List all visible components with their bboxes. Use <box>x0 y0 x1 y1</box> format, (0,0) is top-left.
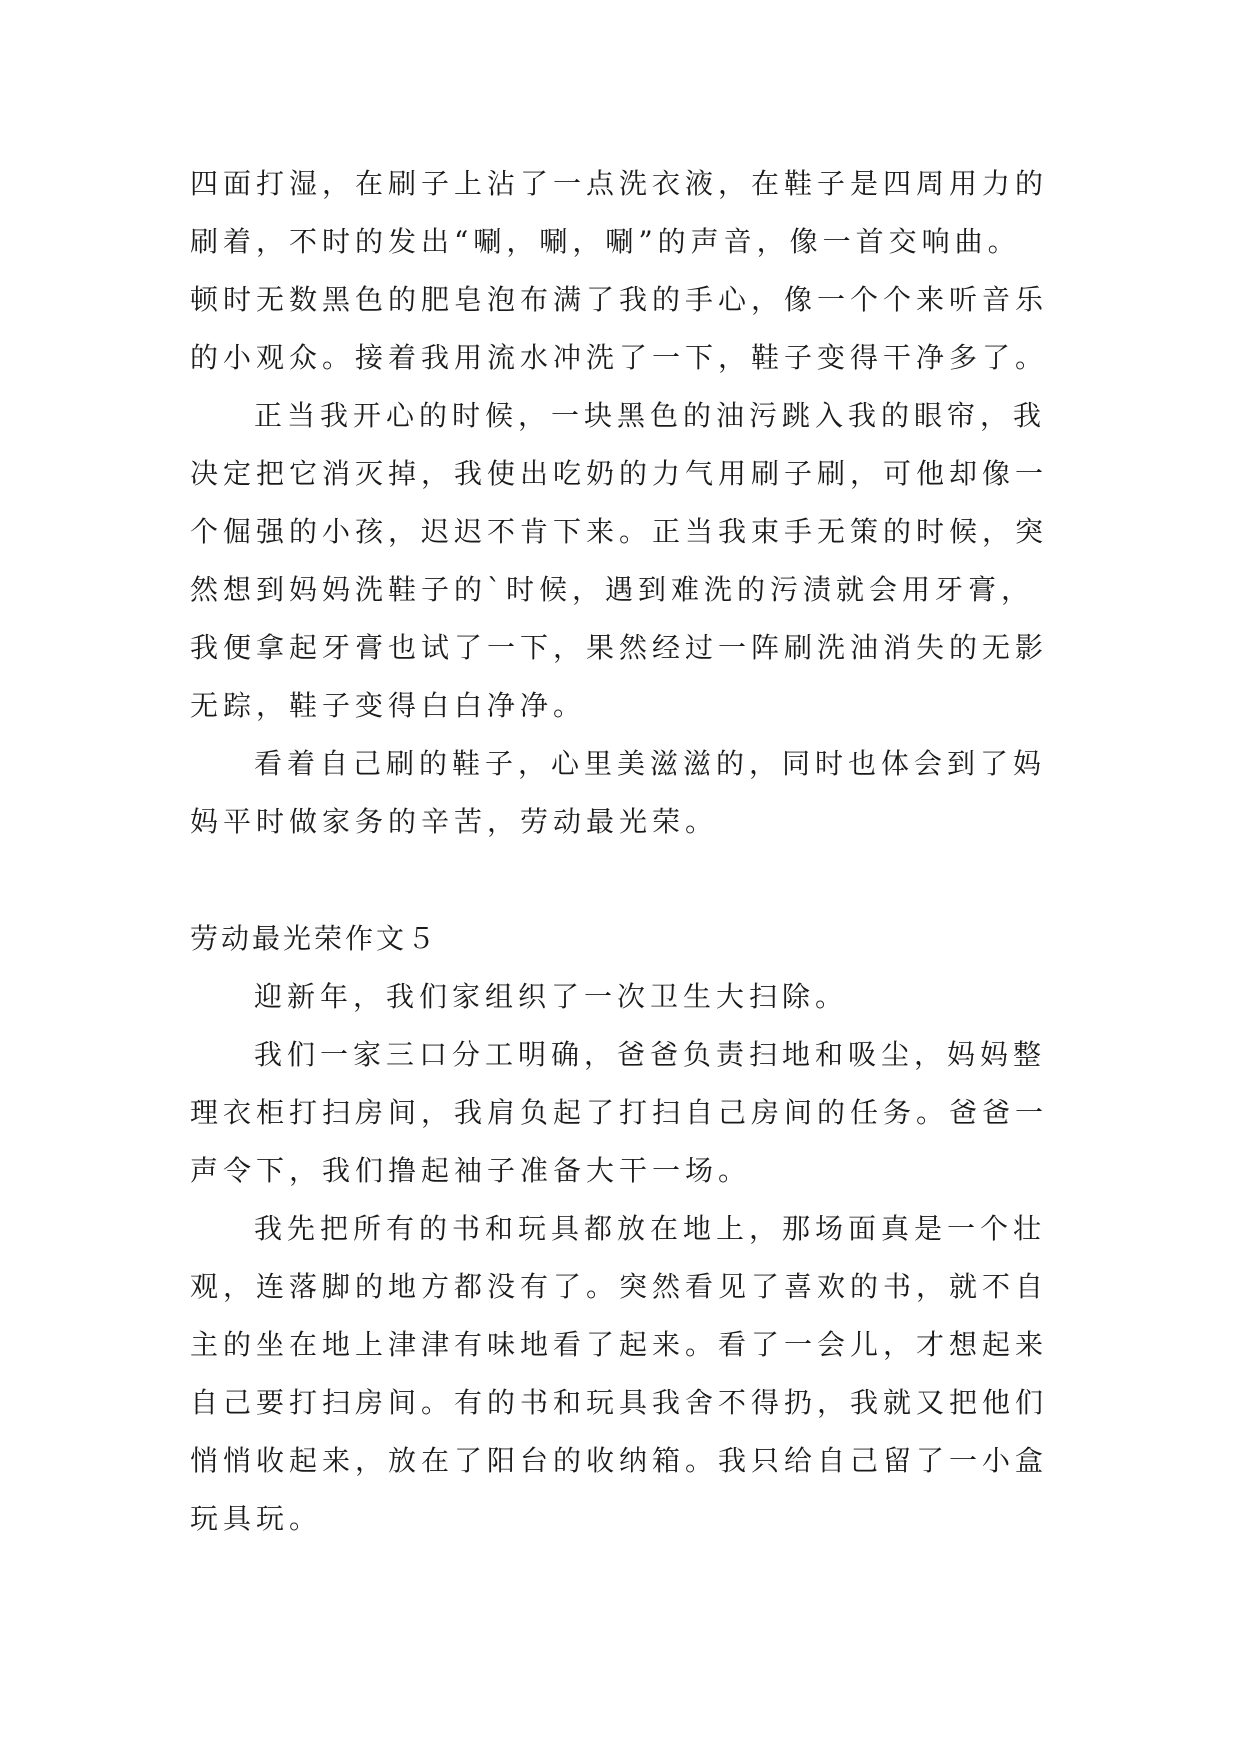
paragraph-line: 理衣柜打扫房间，我肩负起了打扫自己房间的任务。爸爸一 <box>190 1096 1049 1129</box>
paragraph-line: 我们一家三口分工明确，爸爸负责扫地和吸尘，妈妈整 <box>254 1038 1047 1071</box>
paragraph-line: 刷着，不时的发出“唰，唰，唰”的声音，像一首交响曲。 <box>190 225 1021 258</box>
paragraph-line: 然想到妈妈洗鞋子的`时候，遇到难洗的污渍就会用牙膏， <box>190 573 1035 606</box>
paragraph-line: 四面打湿，在刷子上沾了一点洗衣液，在鞋子是四周用力的 <box>190 167 1049 200</box>
section-heading: 劳动最光荣作文５ <box>190 922 439 955</box>
paragraph-line: 主的坐在地上津津有味地看了起来。看了一会儿，才想起来 <box>190 1328 1049 1361</box>
paragraph-line: 的小观众。接着我用流水冲洗了一下，鞋子变得干净多了。 <box>190 341 1049 374</box>
paragraph-line: 无踪，鞋子变得白白净净。 <box>190 689 587 722</box>
paragraph-line: 顿时无数黑色的肥皂泡布满了我的手心，像一个个来听音乐 <box>190 283 1049 316</box>
paragraph-line: 玩具玩。 <box>190 1502 323 1535</box>
paragraph-line: 个倔强的小孩，迟迟不肯下来。正当我束手无策的时候，突 <box>190 515 1049 548</box>
paragraph-line: 我便拿起牙膏也试了一下，果然经过一阵刷洗油消失的无影 <box>190 631 1049 664</box>
paragraph-line: 我先把所有的书和玩具都放在地上，那场面真是一个壮 <box>254 1212 1047 1245</box>
paragraph-line: 自己要打扫房间。有的书和玩具我舍不得扔，我就又把他们 <box>190 1386 1049 1419</box>
paragraph-line: 悄悄收起来，放在了阳台的收纳箱。我只给自己留了一小盒 <box>190 1444 1049 1477</box>
paragraph-line: 妈平时做家务的辛苦，劳动最光荣。 <box>190 805 719 838</box>
paragraph-line: 迎新年，我们家组织了一次卫生大扫除。 <box>254 980 849 1013</box>
paragraph-line: 决定把它消灭掉，我使出吃奶的力气用刷子刷，可他却像一 <box>190 457 1049 490</box>
paragraph-line: 看着自己刷的鞋子，心里美滋滋的，同时也体会到了妈 <box>254 747 1047 780</box>
paragraph-line: 声令下，我们撸起袖子准备大干一场。 <box>190 1154 752 1187</box>
paragraph-line: 正当我开心的时候，一块黑色的油污跳入我的眼帘，我 <box>254 399 1047 432</box>
paragraph-line: 观，连落脚的地方都没有了。突然看见了喜欢的书，就不自 <box>190 1270 1049 1303</box>
